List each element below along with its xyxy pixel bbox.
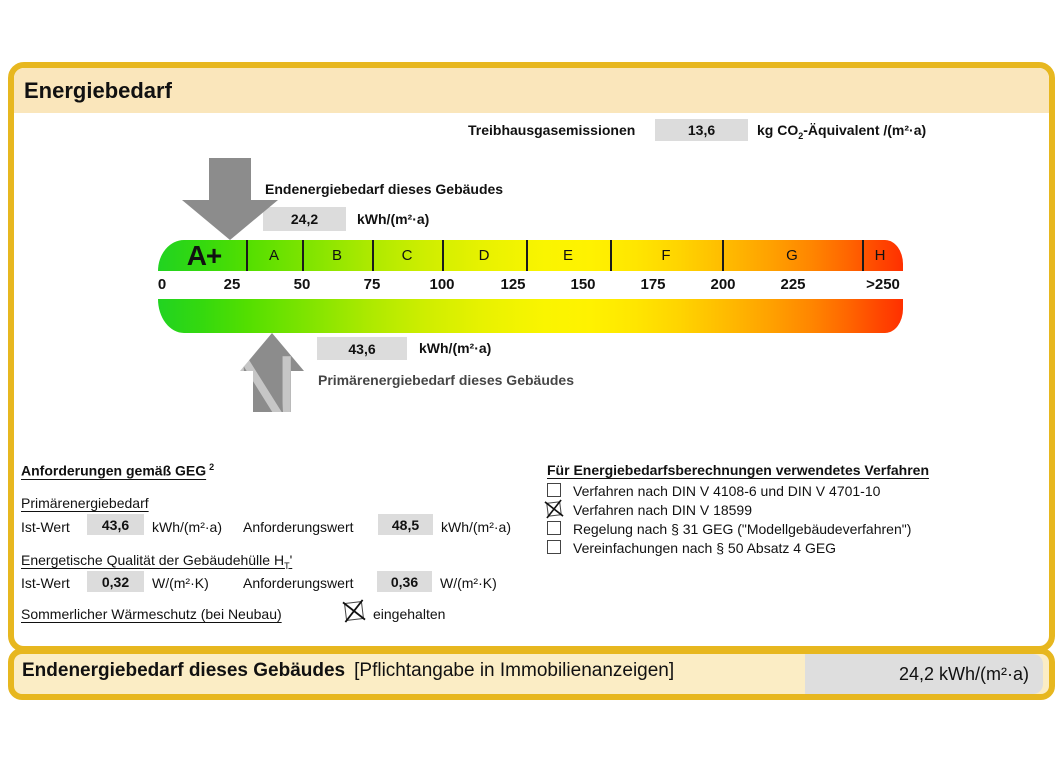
- envelope-req-value-box: 0,36: [377, 571, 432, 592]
- primary-energy-marker-arrow-head: [240, 333, 304, 371]
- class-label-e: E: [562, 247, 573, 264]
- envelope-req-label: Anforderungswert: [243, 575, 354, 591]
- axis-tick-25: 25: [223, 276, 241, 293]
- requirements-heading: Anforderungen gemäß GEG $^2$: [21, 462, 215, 479]
- scale-band-classes: [158, 240, 903, 271]
- primary-req-value-box: 48,5: [378, 514, 433, 535]
- axis-tick-75: 75: [363, 276, 381, 293]
- class-label-aplus: A+: [186, 240, 222, 271]
- energy-scale: [158, 240, 903, 333]
- primary-energy-marker-arrow-shaft: [253, 370, 291, 412]
- co2-subscript: 2: [798, 130, 804, 141]
- primary-ist-label: Ist-Wert: [21, 519, 70, 535]
- emissions-value: 13,6: [687, 122, 716, 138]
- end-energy-value: 24,2: [290, 211, 319, 227]
- footer-text: [22, 660, 674, 682]
- method-label-din18599: Verfahren nach DIN V 18599: [573, 502, 753, 518]
- emissions-unit: kg $CO_2$-Äquivalent /(m²·a): [757, 122, 927, 141]
- primary-energy-value: 43,6: [348, 340, 376, 357]
- primary-ist-value-box: 43,6: [87, 514, 144, 535]
- scale-band-plain: [158, 299, 903, 333]
- scale-divider: [246, 240, 248, 271]
- scale-divider: [610, 240, 612, 271]
- scale-divider: [302, 240, 304, 271]
- axis-tick-100: 100: [429, 276, 455, 293]
- axis-tick-200: 200: [710, 276, 736, 293]
- class-label-d: D: [478, 247, 490, 264]
- axis-tick-0: 0: [157, 276, 167, 293]
- method-label-din4108: Verfahren nach DIN V 4108-6 und DIN V 4701-10: [573, 483, 881, 499]
- summer-heat-checkbox[interactable]: [344, 601, 364, 621]
- class-label-f: F: [661, 247, 671, 264]
- envelope-req-unit: W/(m²·K): [440, 575, 497, 591]
- method-label-geg50: Vereinfachungen nach § 50 Absatz 4 GEG: [573, 540, 837, 556]
- method-heading: Für Energiebedarfsberechnungen verwendetes Verfahren: [547, 462, 930, 478]
- envelope-subheading: Energetische Qualität der Gebäudehülle $H_T'$: [21, 552, 293, 571]
- axis-tick-225: 225: [780, 276, 806, 293]
- x-mark-icon: [544, 499, 564, 519]
- end-energy-marker-arrow-head: [182, 200, 278, 240]
- summer-heat-status: eingehalten: [373, 606, 446, 622]
- scale-divider: [722, 240, 724, 271]
- emissions-label: Treibhausgasemissionen: [468, 122, 636, 138]
- envelope-ist-label: Ist-Wert: [21, 575, 70, 591]
- scale-divider: [372, 240, 374, 271]
- method-label-geg31: Regelung nach § 31 GEG ("Modellgebäudeverfahren"): [573, 521, 912, 537]
- class-label-c: C: [401, 247, 413, 264]
- method-checkbox-din18599[interactable]: [546, 501, 562, 517]
- envelope-ist-unit: W/(m²·K): [152, 575, 209, 591]
- footer-value: 24,2 kWh/(m²·a): [898, 663, 1029, 684]
- ht-subscript: T: [284, 560, 290, 571]
- watermark: N: [228, 335, 299, 445]
- axis-tick-175: 175: [640, 276, 666, 293]
- summer-heat-protection-heading: Sommerlicher Wärmeschutz (bei Neubau): [21, 606, 282, 622]
- envelope-ist-value-box: 0,32: [87, 571, 144, 592]
- primary-energy-unit: kWh/(m²·a): [419, 340, 492, 356]
- axis-tick-150: 150: [570, 276, 596, 293]
- class-label-h: H: [874, 247, 886, 264]
- axis-tick-50: 50: [293, 276, 311, 293]
- primary-demand-subheading: Primärenergiebedarf: [21, 495, 149, 511]
- end-energy-marker-arrow-shaft: [209, 158, 251, 202]
- scale-axis: [158, 271, 903, 299]
- method-checkbox-geg50[interactable]: [547, 540, 561, 554]
- end-energy-unit: kWh/(m²·a): [357, 211, 430, 227]
- primary-ist-unit: kWh/(m²·a): [152, 519, 222, 535]
- method-checkbox-geg31[interactable]: [547, 521, 561, 535]
- footer-title: Endenergiebedarf dieses Gebäudes: [22, 660, 346, 681]
- class-label-g: G: [786, 247, 798, 264]
- class-label-a: A: [268, 247, 279, 264]
- axis-tick-125: 125: [500, 276, 526, 293]
- emissions-value-box: [655, 119, 748, 141]
- requirements-heading-footnote: 2: [209, 462, 215, 472]
- footer-subtitle: [Pflichtangabe in Immobilienanzeigen]: [354, 660, 675, 681]
- primary-req-unit: kWh/(m²·a): [441, 519, 511, 535]
- page-title: Energiebedarf: [24, 78, 172, 103]
- scale-divider: [526, 240, 528, 271]
- method-checkbox-din4108[interactable]: [547, 483, 561, 497]
- scale-divider: [442, 240, 444, 271]
- primary-energy-value-box: [317, 337, 407, 360]
- axis-tick-250plus: >250: [866, 276, 900, 293]
- primary-req-label: Anforderungswert: [243, 519, 354, 535]
- primary-energy-label: Primärenergiebedarf dieses Gebäudes: [318, 372, 574, 388]
- footer-value-box: [805, 654, 1043, 694]
- x-mark-icon: [342, 599, 367, 624]
- end-energy-label: Endenergiebedarf dieses Gebäudes: [265, 181, 504, 197]
- class-label-b: B: [331, 247, 342, 264]
